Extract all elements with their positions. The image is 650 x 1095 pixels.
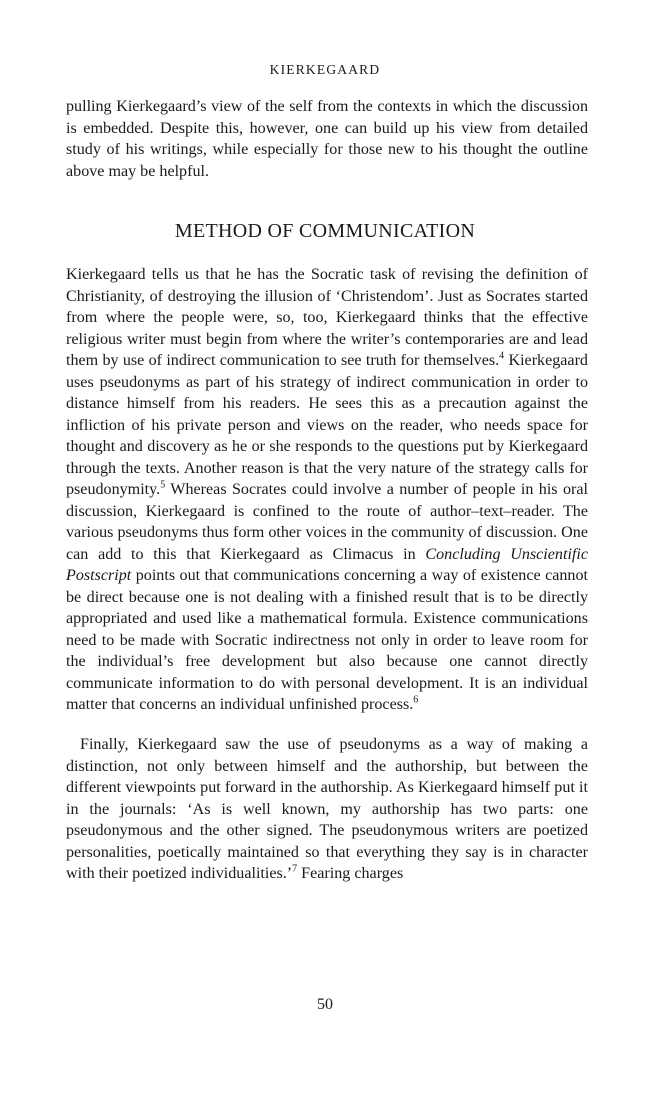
book-title: Concluding Unscientific Postscript <box>66 545 588 584</box>
paragraph-text: Whereas Socrates could involve a number of people in his oral discussion, Kierkegaard is confined to the route of author–text–reader. The various pseudonyms thus form other voices in the community of discussion. One can add to this that Kierkegaard as Climacus in <box>66 481 588 563</box>
intro-paragraph: pulling Kierkegaard’s view of the self from the contexts in which the discussion is embedded. Despite this, however, one can build up his view from detailed study of his writings, while especially for those new to his thought the outline above may be helpful. <box>66 98 588 180</box>
section-heading: METHOD OF COMMUNICATION <box>174 220 476 242</box>
footnote-ref-7[interactable]: 7 <box>292 863 298 875</box>
footnote-ref-6[interactable]: 6 <box>413 694 419 706</box>
paragraph-text: points out that communications concerning a way of existence cannot be direct because one is not dealing with a finished result that is to be directly appropriated and used like a mathematical formula. Existence communications need to be made with Socratic indirectness not only in order to leave room for the individual’s free development but also because one cannot directly communicate information to do with personal development. It is an individual matter that concerns an individual unfinished process. <box>66 567 588 713</box>
paragraph-text: Kierkegaard uses pseudonyms as part of his strategy of indirect communication in order to distance himself from his readers. He sees this as a precaution against the infliction of his private person and views on the reader, who needs space for thought and discovery as he or she responds to the questions put by Kierkegaard through the texts. Another reason is that the very nature of the strategy calls for pseudonymity. <box>66 352 588 498</box>
paragraph-method-1 <box>66 264 588 716</box>
paragraph-text: Kierkegaard tells us that he has the Socratic task of revising the definition of Christianity, of destroying the illusion of ‘Christendom’. Just as Socrates started from where the people were, so, too, Kierkegaard thinks that the effective religious writer must begin from where the writer’s contemporaries are and lead them by use of indirect communication to see truth for themselves. <box>66 266 588 369</box>
running-head: KIERKEGAARD <box>269 62 381 77</box>
paragraph-text: Finally, Kierkegaard saw the use of pseudonyms as a way of making a distinction, not only between himself and the authorship, but between the different viewpoints put forward in the authorship. As Kierkegaard himself put it in the journals: ‘As is well known, my authorship has two parts: one pseudonymous and the other signed. The pseudonymous writers are poetized personalities, poetically maintained so that everything they say is in character with their poetized individualities.’ <box>66 736 588 882</box>
paragraph-method-2 <box>66 734 588 885</box>
footnote-ref-4[interactable]: 4 <box>499 350 505 362</box>
footnote-ref-5[interactable]: 5 <box>160 479 166 491</box>
paragraph-text: Fearing charges <box>297 865 404 882</box>
page-number: 50 <box>317 996 333 1013</box>
